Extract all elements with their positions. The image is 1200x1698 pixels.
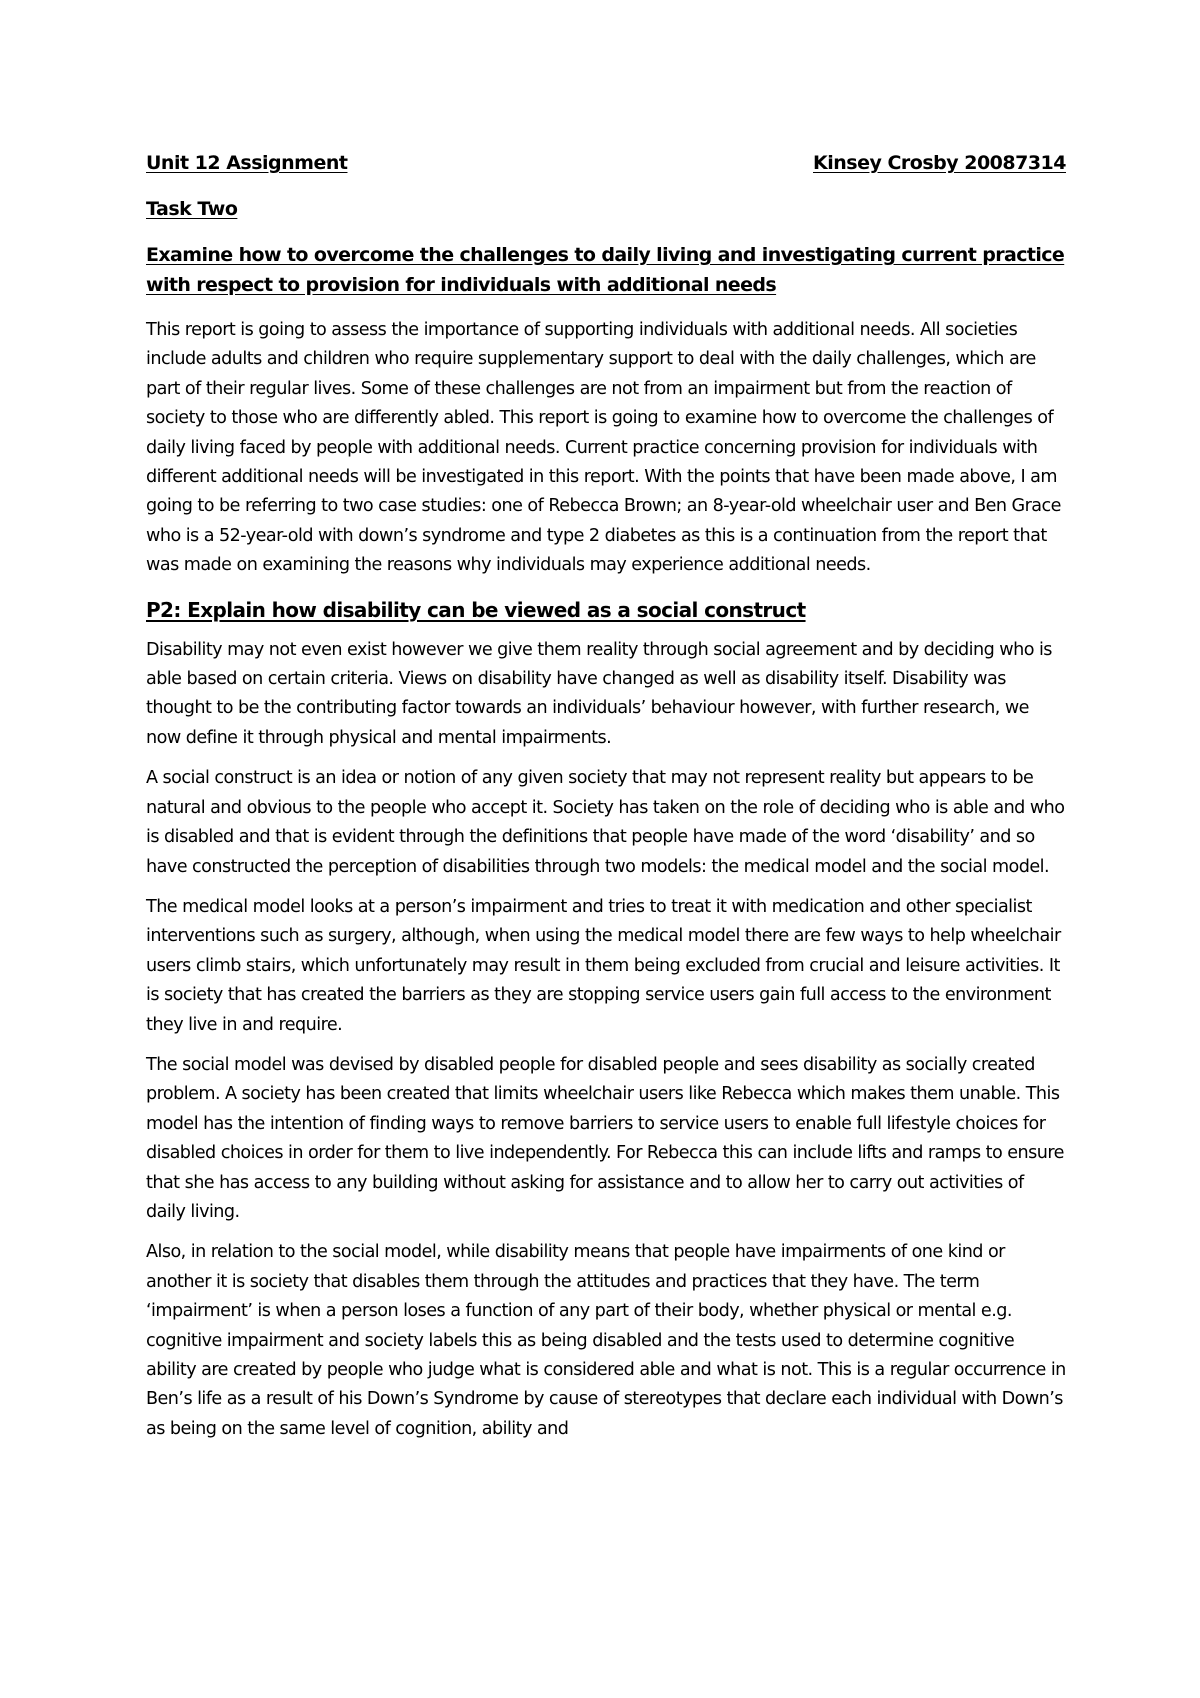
report-title: Examine how to overcome the challenges to daily living and investigating current practice with respect to provision for individuals with additional needs <box>146 244 1065 296</box>
body-paragraph-3: The medical model looks at a person’s impairment and tries to treat it with medication and other specialist interventions such as surgery, although, when using the medical model there are few ways to help wheelchair users climb stairs, which unfortunately may result in them being excluded from crucial and leisure activities. It is society that has created the barriers as they are stopping service users gain full access to the environment they live in and require. <box>146 896 1061 1035</box>
body-paragraph-4: The social model was devised by disabled people for disabled people and sees disability as socially created problem. A society has been created that limits wheelchair users like Rebecca which makes them unable. This model has the intention of finding ways to remove barriers to service users to enable full lifestyle choices for disabled choices in order for them to live independently. For Rebecca this can include lifts and ramps to ensure that she has access to any building without asking for assistance and to allow her to carry out activities of daily living. <box>146 1054 1064 1222</box>
document-header <box>146 150 1066 176</box>
author-name: Kinsey Crosby 20087314 <box>813 152 1066 174</box>
body-paragraph-2: A social construct is an idea or notion of any given society that may not represent reality but appears to be natural and obvious to the people who accept it. Society has taken on the role of deciding who is able and who is disabled and that is evident through the definitions that people have made of the word ‘disability’ and so have constructed the perception of disabilities through two models: the medical model and the social model. <box>146 768 1065 877</box>
task-label: Task Two <box>146 198 238 220</box>
section-heading-p2: P2: Explain how disability can be viewed as a social construct <box>146 597 806 622</box>
intro-paragraph: This report is going to assess the importance of supporting individuals with additional needs. All societies include adults and children who require supplementary support to deal with the daily challenges, which are part of their regular lives. Some of these challenges are not from an impairment but from the reaction of society to those who are differently abled. This report is going to examine how to overcome the challenges of daily living faced by people with additional needs. Current practice concerning provision for individuals with different additional needs will be investigated in this report. With the points that have been made above, I am going to be referring to two case studies: one of Rebecca Brown; an 8-year-old wheelchair user and Ben Grace who is a 52-year-old with down’s syndrome and type 2 diabetes as this is a continuation from the report that was made on examining the reasons why individuals may experience additional needs. <box>146 320 1061 576</box>
document-body <box>146 150 1066 1455</box>
body-paragraph-5: Also, in relation to the social model, while disability means that people have impairments of one kind or another it is society that disables them through the attitudes and practices that they have. The term ‘impairment’ is when a person loses a function of any part of their body, whether physical or mental e.g. cognitive impairment and society labels this as being disabled and the tests used to determine cognitive ability are created by people who judge what is considered able and what is not. This is a regular occurrence in Ben’s life as a result of his Down’s Syndrome by cause of stereotypes that declare each individual with Down’s as being on the same level of cognition, ability and <box>146 1242 1066 1439</box>
assignment-title: Unit 12 Assignment <box>146 152 348 174</box>
body-paragraph-1: Disability may not even exist however we give them reality through social agreement and by deciding who is able based on certain criteria. Views on disability have changed as well as disability itself. Disability was thought to be the contributing factor towards an individuals’ behaviour however, with further research, we now define it through physical and mental impairments. <box>146 639 1052 748</box>
